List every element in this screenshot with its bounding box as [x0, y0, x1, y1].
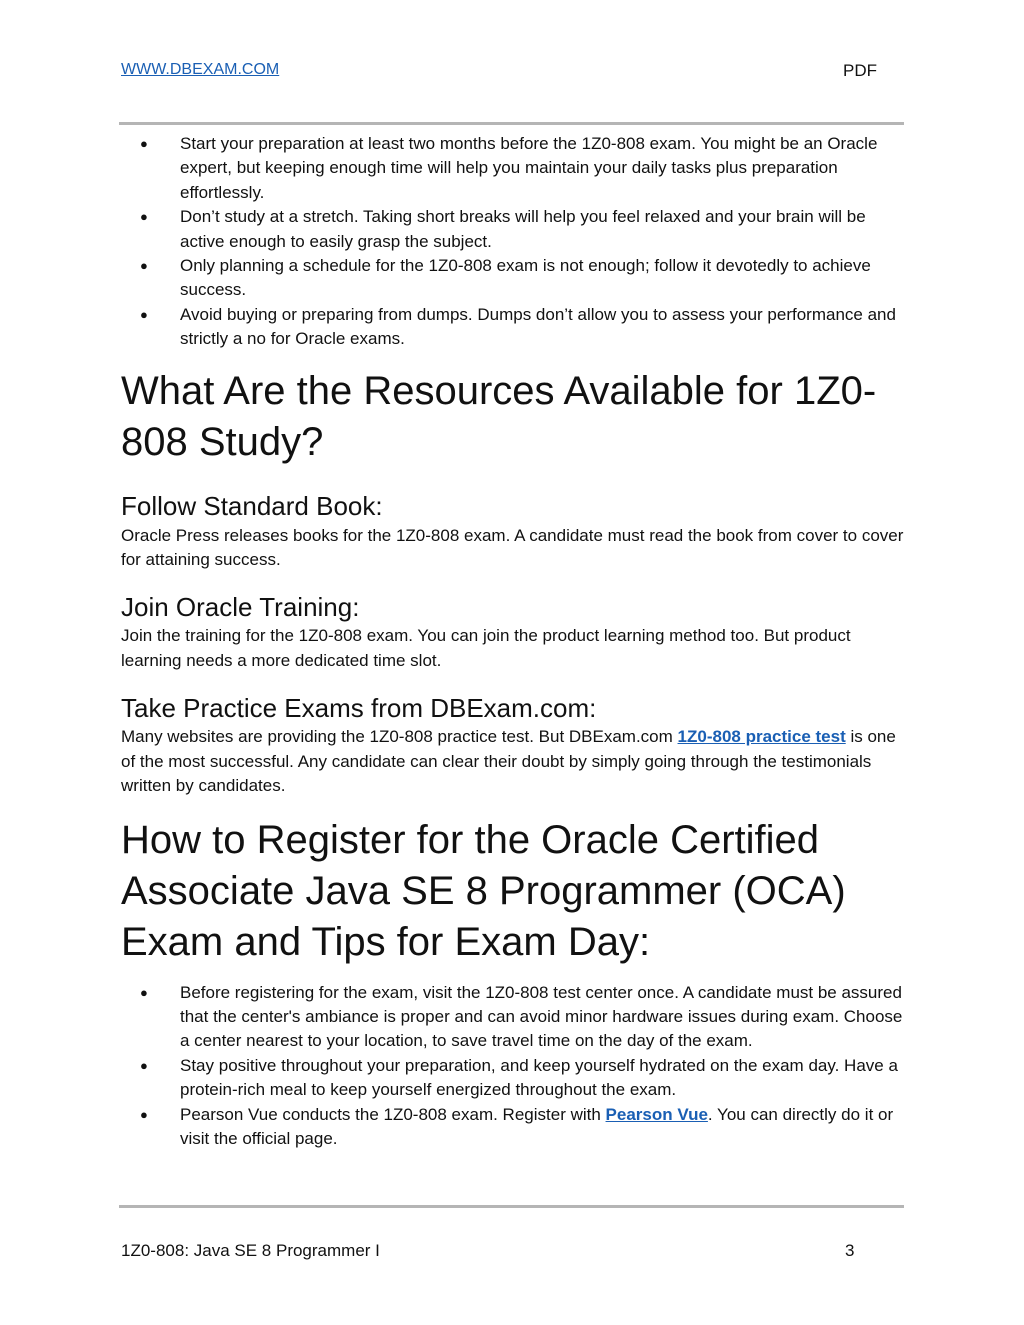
list-item-text: Don’t study at a stretch. Taking short breaks will help you feel relaxed and your brain will be active enough to easily grasp the subject. [180, 207, 866, 251]
list-item [121, 132, 905, 205]
list-item-text [180, 1105, 893, 1148]
header-pdf-label: PDF [843, 61, 877, 80]
list-item [121, 981, 905, 1054]
list-item-text: Stay positive throughout your preparation, and keep yourself hydrated on the exam day. Have a protein-rich meal to keep yourself energized throughout the exam. [180, 1055, 898, 1100]
bullet-icon: ● [140, 209, 148, 225]
list-item-text: Start your preparation at least two months before the 1Z0-808 exam. You might be an Oracle expert, but keeping enough time will help you maintain your daily tasks plus preparation effortlessly. [180, 134, 878, 202]
list-item-text: Only planning a schedule for the 1Z0-808 exam is not enough; follow it devotedly to achieve success. [180, 256, 871, 300]
practice-text-after: is one of the most successful. Any candidate can clear their doubt by simply going through the testimonials written by candidates. [121, 727, 896, 796]
practice-exams-heading: Take Practice Exams from DBExam.com: [121, 693, 597, 724]
main-content [121, 132, 905, 1151]
practice-text-before: Many websites are providing the 1Z0-808 practice test. But DBExam.com [121, 727, 678, 747]
pearson-vue-link[interactable]: Pearson Vue [605, 1104, 708, 1124]
tip3-text-after: . You can directly do it or visit the official page. [180, 1104, 894, 1148]
header-site-link[interactable]: WWW.DBEXAM.COM [121, 61, 280, 78]
practice-exams-text [121, 725, 905, 798]
bullet-icon: ● [140, 136, 148, 151]
bullet-icon: ● [140, 1057, 148, 1073]
register-heading: How to Register for the Oracle Certified Associate Java SE 8 Programmer (OCA) Exam and Tips for Exam Day: [121, 817, 846, 964]
list-item [121, 1054, 905, 1103]
bullet-icon: ● [140, 984, 148, 1000]
list-item-text: Avoid buying or preparing from dumps. Dumps don’t allow you to assess your performance and strictly a no for Oracle exams. [180, 304, 896, 349]
resources-heading: What Are the Resources Available for 1Z0-808 Study? [121, 368, 877, 464]
standard-book-heading: Follow Standard Book: [121, 490, 383, 521]
bullet-icon: ● [140, 258, 148, 274]
exam-day-tips-list [121, 981, 905, 1152]
list-item [121, 1103, 905, 1152]
oracle-training-text: Join the training for the 1Z0-808 exam. You can join the product learning method too. But product learning needs a more dedicated time slot. [121, 626, 851, 670]
header-divider [119, 122, 904, 125]
page-number: 3 [845, 1241, 855, 1260]
standard-book-text: Oracle Press releases books for the 1Z0-808 exam. A candidate must read the book from cover to cover for attaining success. [121, 525, 904, 570]
bullet-icon: ● [140, 1106, 148, 1122]
list-item [121, 303, 905, 352]
footer-divider [119, 1205, 904, 1208]
list-item-text: Before registering for the exam, visit the 1Z0-808 test center once. A candidate must be assured that the center's ambiance is proper and can avoid minor hardware issues during exam. Choose a center nearest to your location, to save travel time on the day of the exam. [180, 982, 903, 1051]
list-item [121, 254, 905, 303]
bullet-icon: ● [140, 306, 148, 322]
tip3-text-before: Pearson Vue conducts the 1Z0-808 exam. Register with [180, 1104, 606, 1124]
prep-tips-list [121, 132, 905, 352]
footer-title: 1Z0-808: Java SE 8 Programmer I [121, 1241, 380, 1260]
oracle-training-heading: Join Oracle Training: [121, 592, 360, 623]
practice-test-link[interactable]: 1Z0-808 practice test [677, 727, 846, 747]
list-item [121, 205, 905, 254]
